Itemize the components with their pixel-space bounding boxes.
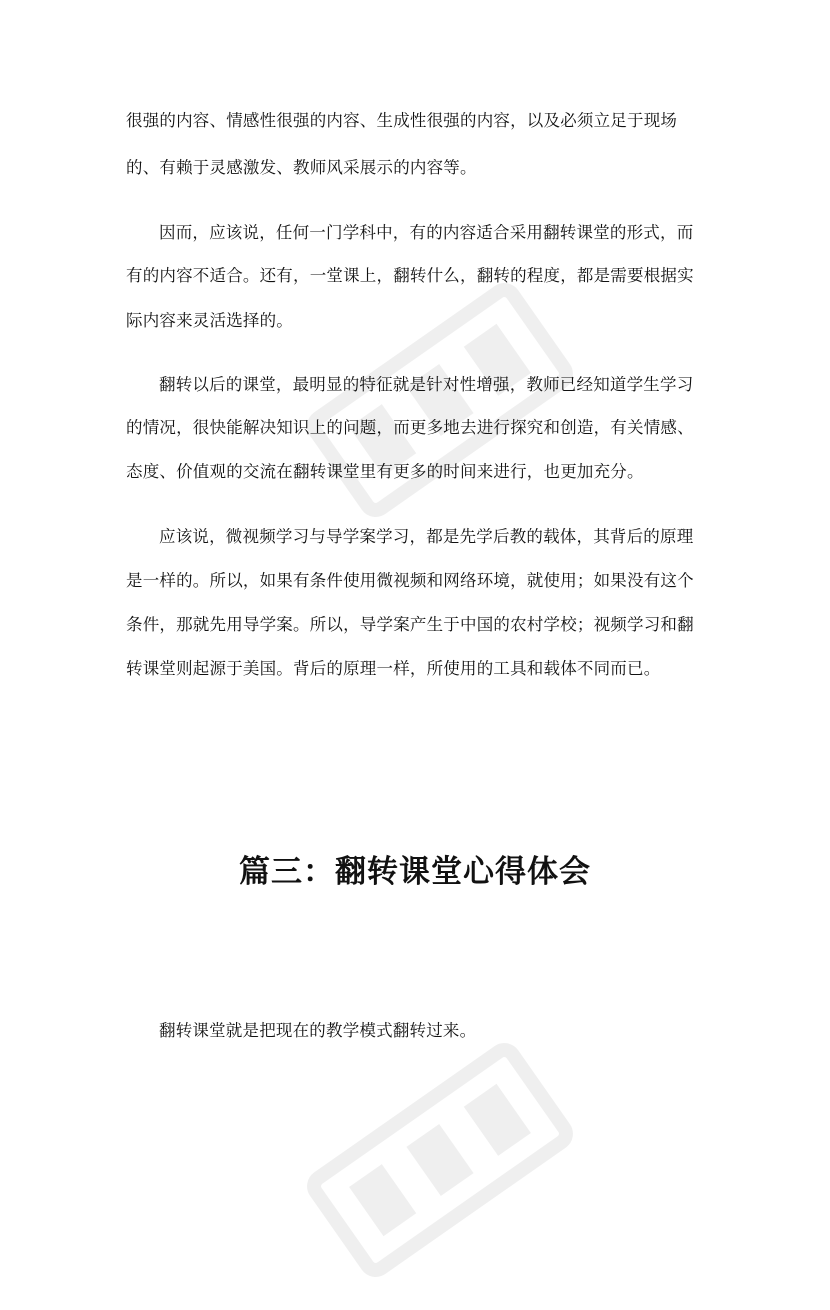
paragraph-line: 是一样的。所以，如果有条件使用微视频和网络环境，就使用；如果没有这个 — [126, 571, 694, 590]
section-heading: 篇三：翻转课堂心得体会 — [239, 854, 591, 890]
paragraph-line: 应该说，微视频学习与导学案学习，都是先学后教的载体，其背后的原理 — [159, 527, 694, 546]
paragraph-line: 条件，那就先用导学案。所以，导学案产生于中国的农村学校；视频学习和翻 — [126, 615, 694, 634]
paragraph-line: 的、有赖于灵感激发、教师风采展示的内容等。 — [126, 158, 477, 177]
paragraph-line: 的情况，很快能解决知识上的问题，而更多地去进行探究和创造，有关情感、 — [126, 418, 694, 437]
paragraph-line: 际内容来灵活选择的。 — [126, 311, 293, 330]
watermark-icon — [290, 1010, 590, 1310]
paragraph-line: 有的内容不适合。还有，一堂课上，翻转什么，翻转的程度，都是需要根据实 — [126, 266, 694, 285]
paragraph-line: 很强的内容、情感性很强的内容、生成性很强的内容，以及必须立足于现场 — [126, 111, 678, 130]
paragraph-line: 态度、价值观的交流在翻转课堂里有更多的时间来进行，也更加充分。 — [126, 462, 644, 481]
paragraph-line: 因而，应该说，任何一门学科中，有的内容适合采用翻转课堂的形式，而 — [159, 223, 694, 242]
paragraph-line: 翻转课堂就是把现在的教学模式翻转过来。 — [159, 1021, 477, 1040]
watermark-icon — [290, 250, 590, 550]
paragraph-line: 转课堂则起源于美国。背后的原理一样，所使用的工具和载体不同而已。 — [126, 659, 661, 678]
paragraph-line: 翻转以后的课堂，最明显的特征就是针对性增强，教师已经知道学生学习 — [159, 375, 694, 394]
